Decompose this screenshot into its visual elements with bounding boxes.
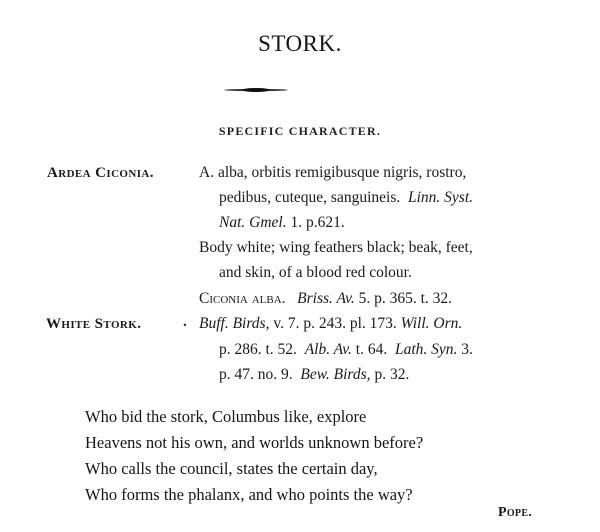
ref-latham-pages: p. 47. no. 9. xyxy=(219,366,293,383)
section-subheading: SPECIFIC CHARACTER. xyxy=(218,124,382,138)
poem-line-3: Who calls the council, states the certain day, xyxy=(85,459,378,478)
ref-albin: Alb. Av. xyxy=(304,341,352,358)
latin-line-3-text: 1. p.621. xyxy=(290,214,345,231)
common-name-label: White Stork. xyxy=(46,316,142,332)
ref-bewick-pages: p. 32. xyxy=(374,366,410,383)
synonym-line xyxy=(199,290,452,308)
ref-bewick: Bew. Birds, xyxy=(300,366,371,383)
ref-albin-pages: t. 64. xyxy=(355,341,388,358)
synonym-ref-italic: Briss. Av. xyxy=(297,290,355,307)
poem-line-4: Who forms the phalanx, and who points the way? xyxy=(85,485,413,504)
ref-latham-volume: 3. xyxy=(461,341,473,358)
common-ref-line-2 xyxy=(219,341,473,359)
ref-latham: Lath. Syn. xyxy=(394,341,458,358)
synonym-ref-plain: 5. p. 365. t. 32. xyxy=(358,290,453,307)
latin-line-3-ref: Nat. Gmel. xyxy=(219,214,287,231)
synonym-name: Ciconia alba. xyxy=(199,290,286,307)
ref-willughby: Will. Orn. xyxy=(400,315,463,332)
ref-buffon-pages: v. 7. p. 243. pl. 173. xyxy=(273,315,397,332)
latin-description-line-1 xyxy=(199,164,466,182)
latin-description-line-2 xyxy=(219,189,473,207)
page-title: STORK. xyxy=(258,31,342,56)
latin-description-line-3 xyxy=(219,214,345,232)
poem-line-1: Who bid the stork, Columbus like, explore xyxy=(85,407,367,426)
ref-buffon: Buff. Birds, xyxy=(199,315,270,332)
ornamental-rule-swell xyxy=(242,88,270,92)
common-ref-line-3 xyxy=(219,366,409,384)
english-description-line-1: Body white; wing feathers black; beak, feet, xyxy=(199,239,473,256)
poem-line-2: Heavens not his own, and worlds unknown before? xyxy=(85,433,424,452)
latin-line-2-text: pedibus, cuteque, sanguineis. xyxy=(219,189,401,206)
ref-willughby-pages: p. 286. t. 52. xyxy=(219,341,297,358)
poem-attribution: Pope. xyxy=(498,505,533,520)
common-name-leader: . xyxy=(183,314,188,330)
latin-name-label: Ardea Ciconia. xyxy=(47,165,154,181)
common-ref-line-1 xyxy=(199,315,462,333)
latin-line-1-text: A. alba, orbitis remigibusque nigris, rostro, xyxy=(199,164,467,181)
latin-line-2-ref: Linn. Syst. xyxy=(407,189,474,206)
english-description-line-2: and skin, of a blood red colour. xyxy=(219,264,412,281)
